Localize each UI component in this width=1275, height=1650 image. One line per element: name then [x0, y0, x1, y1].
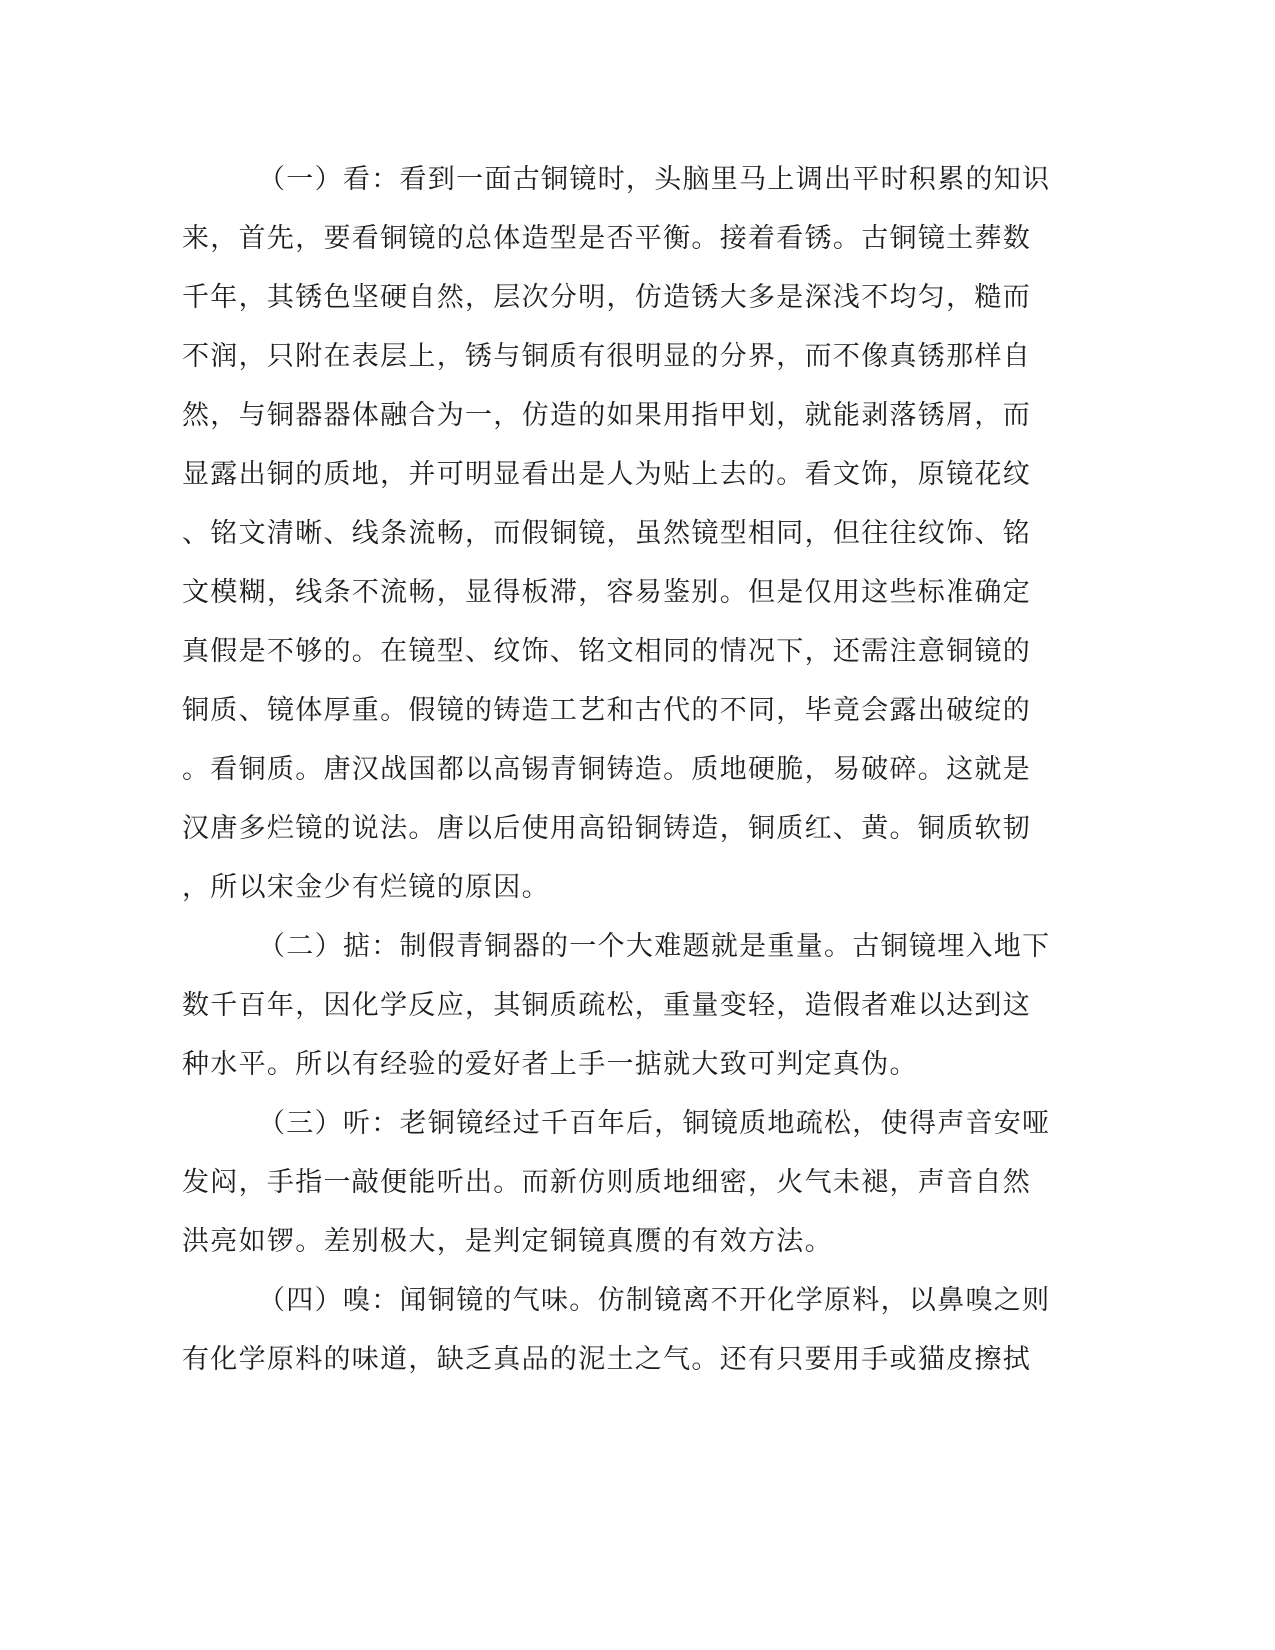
text-line: 不润，只附在表层上，锈与铜质有很明显的分界，而不像真锈那样自 — [182, 341, 1031, 372]
text-line: 。看铜质。唐汉战国都以高锡青铜铸造。质地硬脆，易破碎。这就是 — [182, 754, 1031, 785]
text-line: 铜质、镜体厚重。假镜的铸造工艺和古代的不同，毕竟会露出破绽的 — [182, 695, 1031, 726]
text-line: 、铭文清晰、线条流畅，而假铜镜，虽然镜型相同，但往往纹饰、铭 — [182, 518, 1031, 549]
text-line: 然，与铜器器体融合为一，仿造的如果用指甲划，就能剥落锈屑，而 — [182, 400, 1031, 431]
text-line: 显露出铜的质地，并可明显看出是人为贴上去的。看文饰，原镜花纹 — [182, 459, 1031, 490]
text-line: 洪亮如锣。差别极大，是判定铜镜真赝的有效方法。 — [182, 1226, 833, 1257]
text-line: （四）嗅：闻铜镜的气味。仿制镜离不开化学原料，以鼻嗅之则 — [258, 1285, 1051, 1316]
text-line: 有化学原料的味道，缺乏真品的泥土之气。还有只要用手或猫皮擦拭 — [182, 1344, 1031, 1375]
text-line: 来，首先，要看铜镜的总体造型是否平衡。接着看锈。古铜镜土葬数 — [182, 223, 1031, 254]
text-line: 数千百年，因化学反应，其铜质疏松，重量变轻，造假者难以达到这 — [182, 990, 1031, 1021]
text-line: 文模糊，线条不流畅，显得板滞，容易鉴别。但是仅用这些标准确定 — [182, 577, 1031, 608]
text-line: 发闷，手指一敲便能听出。而新仿则质地细密，火气未褪，声音自然 — [182, 1167, 1031, 1198]
text-line: 真假是不够的。在镜型、纹饰、铭文相同的情况下，还需注意铜镜的 — [182, 636, 1031, 667]
text-line: 千年，其锈色坚硬自然，层次分明，仿造锈大多是深浅不均匀，糙而 — [182, 282, 1031, 313]
text-line: 种水平。所以有经验的爱好者上手一掂就大致可判定真伪。 — [182, 1049, 918, 1080]
text-line: （二）掂：制假青铜器的一个大难题就是重量。古铜镜埋入地下 — [258, 931, 1051, 962]
text-line: （一）看：看到一面古铜镜时，头脑里马上调出平时积累的知识 — [258, 164, 1051, 195]
text-line: 汉唐多烂镜的说法。唐以后使用高铅铜铸造，铜质红、黄。铜质软韧 — [182, 813, 1031, 844]
text-line: （三）听：老铜镜经过千百年后，铜镜质地疏松，使得声音安哑 — [258, 1108, 1051, 1139]
text-line: ，所以宋金少有烂镜的原因。 — [182, 872, 550, 903]
